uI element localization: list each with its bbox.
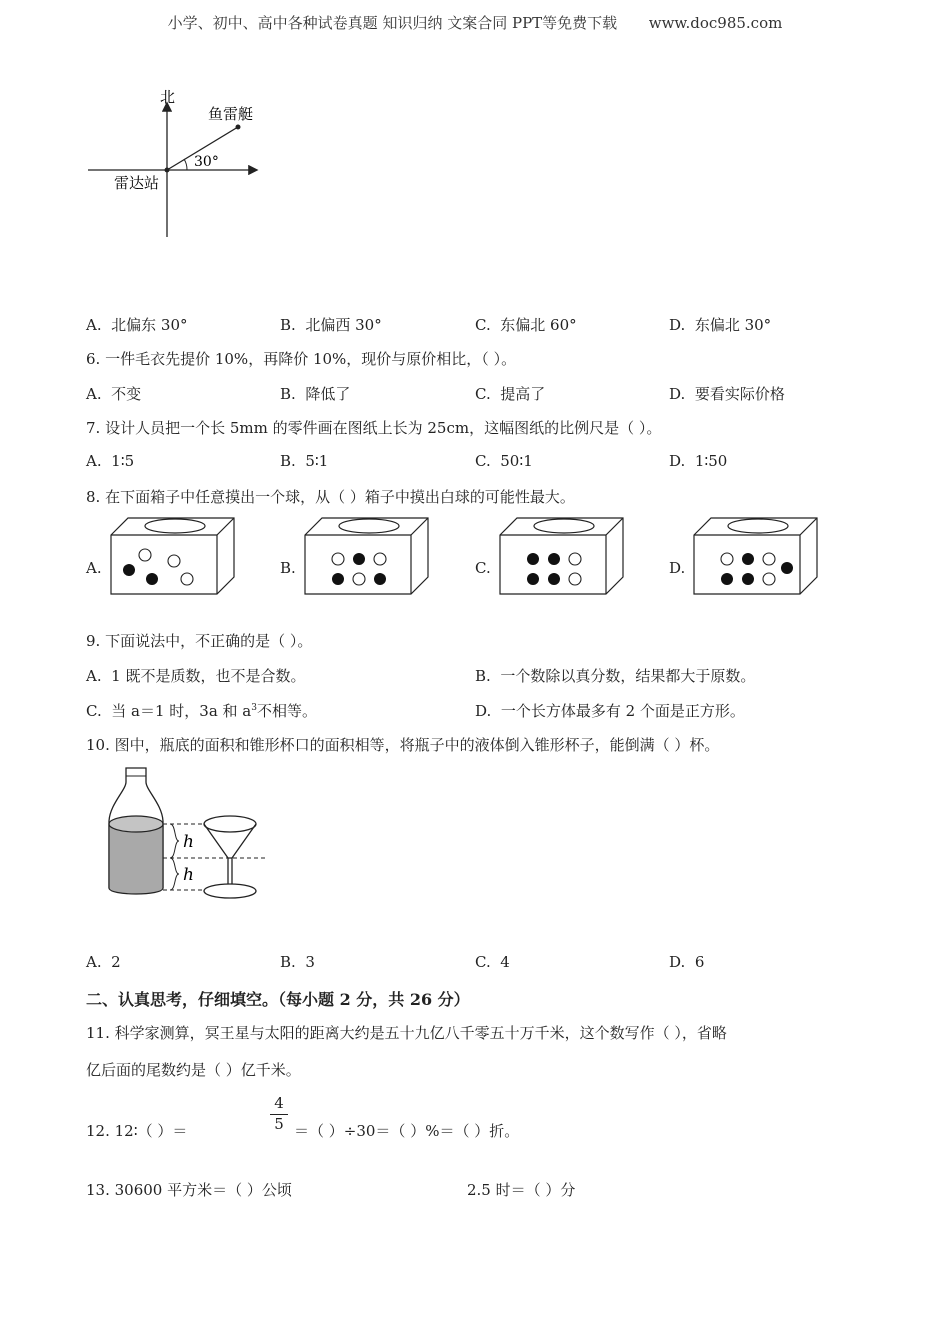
black-ball xyxy=(548,573,560,585)
direction-diagram xyxy=(80,82,280,247)
q13-part2: 2.5 时＝（ ）分 xyxy=(467,1181,576,1199)
q6-option-b[interactable]: B. 降低了 xyxy=(280,385,351,403)
q8-option-a[interactable]: A. xyxy=(86,559,102,577)
q13-part1: 13. 30600 平方米＝（ ）公顷 xyxy=(86,1181,292,1199)
boat-point xyxy=(236,125,241,130)
q11-line1: 11. 科学家测算，冥王星与太阳的距离大约是五十九亿八千零五十万千米，这个数写作（ ），省略 xyxy=(86,1024,727,1042)
h-label-bottom: h xyxy=(183,865,194,885)
q8-stem: 8. 在下面箱子中任意摸出一个球，从（ ）箱子中摸出白球的可能性最大。 xyxy=(86,488,575,506)
glass-base xyxy=(204,884,256,898)
q8-option-c[interactable]: C. xyxy=(475,559,491,577)
q11-line2: 亿后面的尾数约是（ ）亿千米。 xyxy=(86,1061,301,1079)
q6-stem: 6. 一件毛衣先提价 10%，再降价 10%，现价与原价相比，（ ）。 xyxy=(86,350,517,368)
black-ball xyxy=(548,553,560,565)
black-ball xyxy=(527,573,539,585)
black-ball xyxy=(742,573,754,585)
q9-option-d[interactable]: D. 一个长方体最多有 2 个面是正方形。 xyxy=(475,702,745,720)
black-ball xyxy=(374,573,386,585)
q8-option-d[interactable]: D. xyxy=(669,559,686,577)
black-ball xyxy=(332,573,344,585)
white-ball xyxy=(374,553,386,565)
q6-option-d[interactable]: D. 要看实际价格 xyxy=(669,385,785,403)
q10-option-c[interactable]: C. 4 xyxy=(475,953,510,971)
black-ball xyxy=(742,553,754,565)
section-title: 二、认真思考，仔细填空。（每小题 2 分，共 26 分） xyxy=(86,990,470,1009)
glass-rim xyxy=(204,816,256,832)
q6-option-a[interactable]: A. 不变 xyxy=(86,385,142,403)
q10-option-a[interactable]: A. 2 xyxy=(86,953,121,971)
q5-option-d[interactable]: D. 东偏北 30° xyxy=(669,316,772,334)
q7-option-a[interactable]: A. 1∶5 xyxy=(86,452,135,470)
black-ball xyxy=(123,564,135,576)
q5-option-a[interactable]: A. 北偏东 30° xyxy=(86,316,188,334)
q12-fraction xyxy=(268,1094,290,1133)
black-ball xyxy=(527,553,539,565)
white-ball xyxy=(139,549,151,561)
header-text: 小学、初中、高中各种试卷真题 知识归纳 文案合同 PPT等免费下载 xyxy=(167,14,618,32)
h-label-top: h xyxy=(183,832,194,852)
q9-option-b[interactable]: B. 一个数除以真分数，结果都大于原数。 xyxy=(475,667,756,685)
q6-option-c[interactable]: C. 提高了 xyxy=(475,385,546,403)
header-site: www.doc985.com xyxy=(648,14,783,32)
q7-option-b[interactable]: B. 5∶1 xyxy=(280,452,329,470)
station-label: 雷达站 xyxy=(114,174,160,192)
black-ball xyxy=(721,573,733,585)
black-ball xyxy=(146,573,158,585)
black-ball xyxy=(353,553,365,565)
box-a xyxy=(108,515,238,597)
q12-post: ＝（ ）÷30＝（ ）%＝（ ）折。 xyxy=(294,1122,520,1140)
q10-option-d[interactable]: D. 6 xyxy=(669,953,705,971)
q7-option-d[interactable]: D. 1∶50 xyxy=(669,452,728,470)
fraction-numerator: 4 xyxy=(274,1094,284,1112)
q10-stem: 10. 图中，瓶底的面积和锥形杯口的面积相等，将瓶子中的液体倒入锥形杯子，能倒满（ ）杯。 xyxy=(86,736,720,754)
north-label: 北 xyxy=(160,88,176,106)
q7-stem: 7. 设计人员把一个长 5mm 的零件画在图纸上长为 25cm，这幅图纸的比例尺是（ ）。 xyxy=(86,419,662,437)
q9-stem: 9. 下面说法中，不正确的是（ ）。 xyxy=(86,632,313,650)
q5-option-c[interactable]: C. 东偏北 60° xyxy=(475,316,577,334)
fraction-denominator: 5 xyxy=(274,1115,284,1133)
page-header xyxy=(0,12,950,33)
angle-arc xyxy=(184,159,187,170)
white-ball xyxy=(181,573,193,585)
bottle-liquid xyxy=(109,824,163,894)
boat-label: 鱼雷艇 xyxy=(208,105,254,123)
q7-option-c[interactable]: C. 50∶1 xyxy=(475,452,533,470)
station-point xyxy=(165,168,170,173)
box-c xyxy=(497,515,627,597)
box-b xyxy=(302,515,432,597)
q5-option-b[interactable]: B. 北偏西 30° xyxy=(280,316,382,334)
black-ball xyxy=(781,562,793,574)
white-ball xyxy=(763,573,775,585)
white-ball xyxy=(569,553,581,565)
bottle-glass-diagram xyxy=(104,766,274,906)
q12-pre: 12. 12∶（ ）＝ xyxy=(86,1122,188,1140)
white-ball xyxy=(763,553,775,565)
angle-label: 30° xyxy=(194,154,219,170)
white-ball xyxy=(721,553,733,565)
q8-option-b[interactable]: B. xyxy=(280,559,296,577)
q10-option-b[interactable]: B. 3 xyxy=(280,953,315,971)
white-ball xyxy=(569,573,581,585)
white-ball xyxy=(353,573,365,585)
white-ball xyxy=(332,553,344,565)
q9-option-c[interactable]: C. 当 a＝1 时，3a 和 $a^3$不相等。 xyxy=(86,702,318,720)
q9-option-a[interactable]: A. 1 既不是质数，也不是合数。 xyxy=(86,667,306,685)
white-ball xyxy=(168,555,180,567)
box-d xyxy=(691,515,821,597)
